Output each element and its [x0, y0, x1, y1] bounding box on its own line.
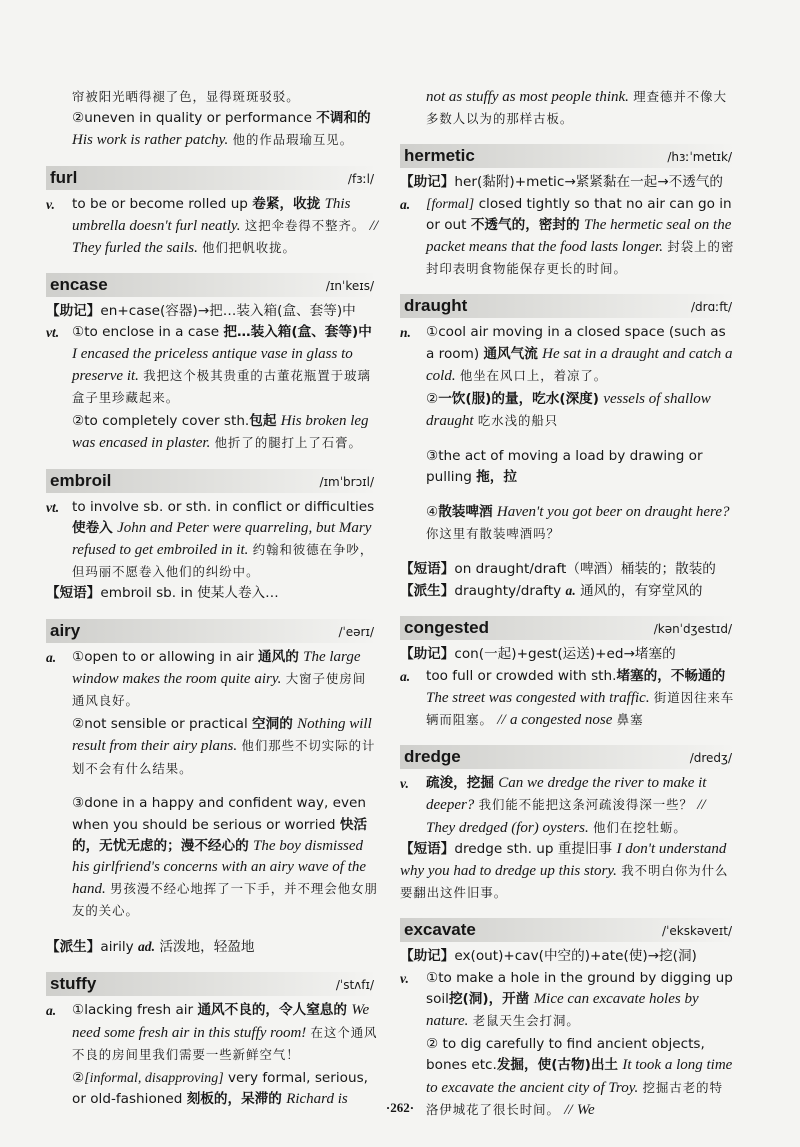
- definition: cool air moving in a closed space (such as a room): [426, 324, 726, 362]
- pronunciation: /kənˈdʒestɪd/: [653, 622, 732, 637]
- headword: dredge: [404, 747, 461, 767]
- example-translation: 男孩漫不经心地挥了一下手，并不理会他女朋友的关心。: [72, 881, 378, 919]
- chinese-gloss: 通风不良的，令人窒息的: [197, 1002, 347, 1019]
- entry-header: [400, 745, 736, 769]
- entry-encase: [46, 273, 378, 454]
- example-translation: 大窗子使房间通风良好。: [72, 670, 367, 709]
- mnemonic-text: con(一起)+gest(运送)+ed→堵塞的: [454, 646, 676, 663]
- left-column: [46, 86, 378, 1124]
- sense: [426, 446, 736, 488]
- example-sentence: His broken leg was encased in plaster.: [72, 413, 369, 452]
- example-translation: 街道因往来车辆而阻塞。: [426, 689, 735, 728]
- sense: [400, 968, 736, 1033]
- mnemonic-label: 【助记】: [46, 303, 101, 320]
- chinese-gloss: 快活的，无忧无虑的；漫不经心的: [72, 816, 368, 854]
- sense-number: ②: [72, 716, 85, 733]
- derived-word: draughty/drafty: [454, 583, 562, 600]
- example-translation: 封袋上的密封印表明食物能保存更长的时间。: [426, 239, 735, 277]
- part-of-speech: v.: [46, 196, 55, 212]
- sense-number: ①: [72, 648, 85, 665]
- headword: encase: [50, 275, 108, 295]
- pronunciation: /dredʒ/: [689, 751, 732, 766]
- chinese-gloss: 使卷入: [72, 519, 113, 536]
- pronunciation: /ˈekskəveɪt/: [662, 924, 732, 939]
- chinese-gloss: 疏浚，挖掘: [426, 775, 494, 792]
- continued-sense: [72, 108, 378, 151]
- mnemonic-label: 【助记】: [400, 174, 455, 191]
- phrase: [400, 559, 736, 580]
- example-sentence: I don't understand why you had to dredge up this story.: [400, 840, 727, 880]
- example-translation: 在这个通风不良的房间里我们需要一些新鲜空气！: [72, 1024, 378, 1062]
- part-of-speech: a.: [46, 649, 57, 665]
- example-sentence: Nothing will result from their airy plans.: [72, 716, 372, 755]
- separator: //: [497, 712, 506, 729]
- sense: [46, 1000, 378, 1066]
- chinese-gloss: 散装啤酒: [438, 504, 493, 521]
- sense-number: ②: [426, 1036, 439, 1053]
- pronunciation: /ˈstʌfɪ/: [335, 978, 374, 993]
- phrase-text: on draught/draft（啤酒）桶装的；散装的: [454, 561, 716, 578]
- derivation: [400, 580, 736, 602]
- sense: [72, 793, 378, 922]
- sense-number: ③: [72, 795, 85, 812]
- mnemonic: [400, 946, 736, 967]
- example-translation: 鼻塞: [616, 712, 644, 728]
- headword: airy: [50, 620, 81, 640]
- chinese-gloss: 挖(洞)，开凿: [448, 990, 530, 1007]
- sense-number: ①: [426, 324, 439, 341]
- pronunciation: /ɪmˈbrɔɪl/: [319, 474, 374, 489]
- example-sentence: vessels of shallow draught: [426, 391, 711, 430]
- example-sentence: Can we dredge the river to make it deeper?: [426, 775, 707, 814]
- sense-number: ②: [72, 110, 85, 127]
- entry-excavate: [400, 918, 736, 1121]
- pronunciation: /fɜːl/: [347, 171, 374, 186]
- mnemonic: [46, 301, 378, 322]
- sense: [46, 322, 378, 409]
- separator: //: [697, 797, 706, 814]
- entry-header: [46, 469, 378, 493]
- part-of-speech: ad.: [138, 939, 155, 955]
- sense: [400, 322, 736, 387]
- chinese-gloss: 活泼地，轻盈地: [159, 939, 255, 956]
- phrase-label: 【短语】: [400, 840, 455, 857]
- part-of-speech: a.: [400, 668, 411, 684]
- derived-word: airily: [100, 939, 134, 956]
- entry-header: [400, 144, 736, 168]
- example-sentence: This umbrella doesn't furl neatly.: [72, 195, 351, 234]
- separator: //: [369, 217, 378, 234]
- chinese-gloss: 拖，拉: [476, 469, 517, 486]
- example-translation: 挖掘古老的特洛伊城花了很长时间。: [426, 1079, 723, 1117]
- example-sentence: His work is rather patchy.: [72, 132, 229, 149]
- entry-dredge: [400, 745, 736, 904]
- example-translation: 我把这个极其贵重的古董花瓶置于玻璃盒子里珍藏起来。: [72, 367, 371, 406]
- example-sentence: They furled the sails.: [72, 240, 198, 257]
- example-translation: 约翰和彼德在争吵，但玛丽不愿卷入他们的纠纷中。: [72, 542, 374, 580]
- sense-number: ②: [426, 391, 439, 408]
- example-sentence: Richard is: [286, 1091, 348, 1108]
- sense: [400, 773, 736, 839]
- example-translation: 他们把帆收拢。: [202, 240, 296, 256]
- entry-congested: [400, 616, 736, 731]
- part-of-speech: n.: [400, 325, 411, 341]
- sense-number: ①: [426, 969, 439, 986]
- entry-furl: [46, 166, 378, 260]
- pronunciation: /ɪnˈkeɪs/: [325, 279, 374, 294]
- sense: [46, 194, 378, 260]
- entry-draught: [400, 294, 736, 602]
- headword: hermetic: [404, 146, 475, 166]
- example-sentence: The hermetic seal on the packet means that the food lasts longer.: [426, 216, 732, 256]
- definition: very formal, serious, or old-fashioned: [72, 1070, 368, 1108]
- part-of-speech: a.: [565, 583, 576, 599]
- part-of-speech: vt.: [46, 325, 60, 341]
- chinese-gloss: 通风的，有穿堂风的: [580, 583, 703, 600]
- sense-number: ③: [426, 448, 439, 465]
- sense: [400, 666, 736, 732]
- entry-header: [46, 619, 378, 643]
- sense-number: ②: [72, 413, 85, 430]
- right-column: [400, 86, 736, 1135]
- derivation-label: 【派生】: [400, 583, 455, 600]
- sense: [46, 497, 378, 584]
- entry-airy: [46, 619, 378, 959]
- definition: the act of moving a load by drawing or pulling: [426, 448, 703, 486]
- sense: [400, 194, 736, 281]
- sense: [426, 389, 736, 432]
- entry-embroil: [46, 469, 378, 605]
- headword: embroil: [50, 470, 112, 490]
- phrase-text: dredge sth. up 重提旧事: [454, 840, 613, 857]
- example-translation: 你这里有散装啤酒吗？: [426, 526, 560, 542]
- pronunciation: /drɑːft/: [690, 300, 732, 315]
- sense-number: ①: [72, 324, 85, 341]
- definition: closed tightly so that no air can go in or out: [426, 195, 732, 233]
- definition: open to or allowing in air: [84, 648, 254, 665]
- mnemonic-label: 【助记】: [400, 646, 455, 663]
- example-sentence: The boy dismissed his girlfriend's concerns with an airy wave of the hand.: [72, 837, 367, 898]
- example-sentence: We: [576, 1101, 595, 1118]
- continued-example: [426, 86, 736, 130]
- chinese-translation: 帘被阳光晒得褪了色，显得斑斑驳驳。: [72, 89, 300, 104]
- example-sentence: I encased the priceless antique vase in glass to preserve it.: [72, 345, 353, 384]
- usage-label: [formal]: [426, 196, 475, 212]
- mnemonic-text: ex(out)+cav(中空的)+ate(使)→挖(洞): [454, 948, 697, 965]
- mnemonic-label: 【助记】: [400, 948, 455, 965]
- entry-header: [46, 166, 378, 190]
- definition: to make a hole in the ground by digging up soil: [426, 969, 733, 1007]
- example-sentence: It took a long time to excavate the ancient city of Troy.: [426, 1057, 733, 1096]
- separator: //: [564, 1101, 573, 1118]
- example-sentence: The large window makes the room quite airy.: [72, 648, 361, 687]
- example-translation: 这把伞卷得不整齐。: [244, 217, 366, 233]
- example-sentence: John and Peter were quarreling, but Mary refused to get embroiled in it.: [72, 519, 372, 559]
- derivation: [46, 936, 378, 958]
- entry-header: [46, 273, 378, 297]
- headword: congested: [404, 618, 490, 638]
- entry-header: [400, 918, 736, 942]
- phrase: [46, 583, 378, 604]
- headword: furl: [50, 167, 78, 187]
- example-sentence: He sat in a draught and catch a cold.: [426, 345, 733, 384]
- example-translation: 他们在挖牡蛎。: [593, 819, 687, 835]
- example-translation: 他们那些不切实际的计划不会有什么结果。: [72, 738, 376, 776]
- definition: to involve sb. or sth. in conflict or difficulties: [72, 498, 375, 515]
- headword: stuffy: [50, 974, 97, 994]
- mnemonic: [400, 172, 736, 193]
- example-translation: 他折了的腿打上了石膏。: [214, 435, 362, 451]
- example-translation: 老鼠天生会打洞。: [472, 1013, 580, 1029]
- example-sentence: not as stuffy as most people think.: [426, 89, 629, 105]
- entry-header: [400, 616, 736, 640]
- example-translation: 我们能不能把这条河疏浚得深一些？: [478, 797, 693, 813]
- chinese-gloss: 发掘，使(古物)出土: [496, 1057, 619, 1074]
- example-translation: 他坐在风口上，着凉了。: [459, 367, 608, 383]
- mnemonic-text: her(黏附)+metic→紧紧黏在一起→不透气的: [454, 174, 724, 191]
- part-of-speech: a.: [400, 196, 411, 212]
- chinese-gloss: 通风气流: [483, 345, 538, 362]
- definition: uneven in quality or performance: [84, 110, 312, 127]
- chinese-gloss: 一饮(服)的量，吃水(深度): [438, 391, 599, 408]
- headword: excavate: [404, 920, 476, 940]
- mnemonic: [400, 644, 736, 665]
- page-number: ·262·: [385, 1100, 415, 1115]
- pronunciation: /ˈeərɪ/: [338, 624, 374, 639]
- chinese-gloss: 不透气的，密封的: [470, 216, 580, 233]
- example-sentence: Haven't you got beer on draught here?: [496, 504, 730, 521]
- example-translation: 吃水浅的船只: [477, 413, 559, 429]
- chinese-gloss: 堵塞的，不畅通的: [616, 667, 726, 684]
- example-translation: 理查德并不像大多数人以为的那样古板。: [426, 89, 727, 127]
- definition: done in a happy and confident way, even when you should be serious or worried: [72, 795, 367, 833]
- definition: not sensible or practical: [84, 716, 248, 733]
- part-of-speech: a.: [46, 1003, 57, 1019]
- chinese-gloss: 卷紧，收拢: [252, 195, 321, 212]
- sense-number: ②: [72, 1070, 85, 1087]
- definition: to enclose in a case: [84, 324, 220, 341]
- pronunciation: /hɜːˈmetɪk/: [667, 150, 732, 165]
- entry-hermetic: [400, 144, 736, 280]
- example-sentence: The street was congested with traffic.: [426, 689, 650, 706]
- continued-text: [72, 86, 378, 108]
- chinese-gloss: 把…装入箱(盒、套等)中: [223, 324, 372, 341]
- derivation-label: 【派生】: [46, 939, 101, 956]
- entry-header: [46, 972, 378, 996]
- sense: [46, 647, 378, 713]
- example-sentence: a congested nose: [509, 712, 613, 729]
- definition: to completely cover sth.: [84, 413, 250, 430]
- chinese-gloss: 刻板的，呆滞的: [186, 1091, 282, 1108]
- sense-number: ④: [426, 504, 439, 521]
- phrase-label: 【短语】: [46, 585, 101, 602]
- part-of-speech: v.: [400, 970, 409, 986]
- definition: to be or become rolled up: [72, 195, 248, 212]
- entry-stuffy: [46, 972, 378, 1110]
- definition: lacking fresh air: [84, 1002, 194, 1019]
- example-translation: 我不明白你为什么要翻出这件旧事。: [400, 863, 729, 901]
- example-sentence: Mice can excavate holes by nature.: [426, 990, 699, 1030]
- example-translation: 他的作品瑕瑜互见。: [232, 132, 354, 148]
- entry-header: [400, 294, 736, 318]
- definition: to dig carefully to find ancient objects, bones etc.: [426, 1036, 705, 1074]
- phrase-text: embroil sb. in 使某人卷入…: [100, 585, 279, 602]
- sense-number: ①: [72, 1002, 85, 1019]
- phrase: [400, 839, 736, 905]
- chinese-gloss: 不调和的: [316, 110, 371, 127]
- chinese-gloss: 包起: [249, 413, 277, 430]
- chinese-gloss: 通风的: [258, 648, 299, 665]
- definition: too full or crowded with sth.: [426, 667, 617, 684]
- usage-label: [informal, disapproving]: [84, 1071, 224, 1087]
- phrase-label: 【短语】: [400, 561, 455, 578]
- sense: [72, 714, 378, 780]
- example-sentence: We need some fresh air in this stuffy room!: [72, 1002, 370, 1041]
- sense: [426, 502, 736, 545]
- sense: [72, 411, 378, 454]
- chinese-gloss: 空洞的: [252, 716, 293, 733]
- part-of-speech: v.: [400, 776, 409, 792]
- headword: draught: [404, 296, 468, 316]
- example-sentence: They dredged (for) oysters.: [426, 819, 589, 836]
- mnemonic-text: en+case(容器)→把…装入箱(盒、套等)中: [100, 303, 356, 320]
- part-of-speech: vt.: [46, 499, 60, 515]
